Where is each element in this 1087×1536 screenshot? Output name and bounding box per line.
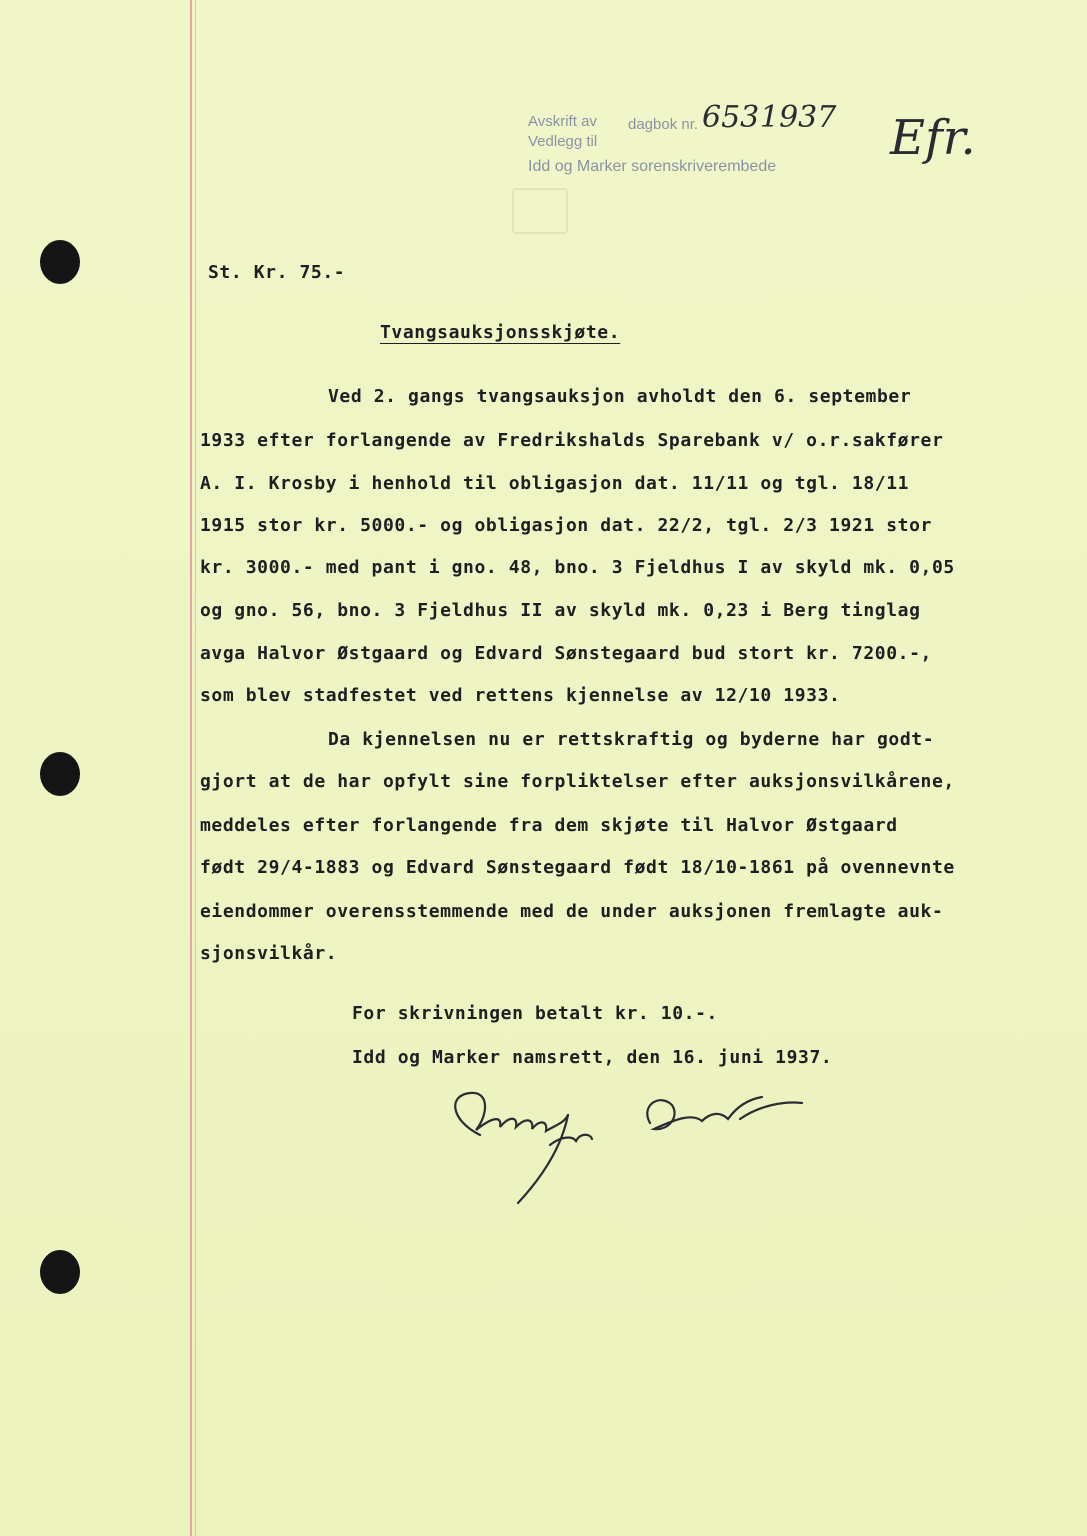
body-line: meddeles efter forlangende fra dem skjøte til Halvor Østgaard [200, 815, 898, 836]
body-line: kr. 3000.- med pant i gno. 48, bno. 3 Fjeldhus I av skyld mk. 0,05 [200, 557, 955, 578]
case-reference: St. Kr. 75.- [208, 262, 346, 283]
punch-hole-top [40, 240, 80, 284]
faint-stamp-mark [512, 188, 568, 234]
punch-hole-middle [40, 752, 80, 796]
stamp-line-avskrift: Avskrift av [528, 113, 597, 130]
body-line: A. I. Krosby i henhold til obligasjon dat. 11/11 og tgl. 18/11 [200, 473, 910, 494]
stamp-line-vedlegg: Vedlegg til [528, 133, 598, 150]
body-line: eiendommer overensstemmende med de under auksjonen fremlagte auk- [200, 901, 944, 922]
body-line: og gno. 56, bno. 3 Fjeldhus II av skyld mk. 0,23 i Berg tinglag [200, 600, 921, 621]
body-line: gjort at de har opfylt sine forpliktelser efter auksjonsvilkårene, [200, 771, 955, 792]
stamp-line-office: Idd og Marker sorenskriverembede [528, 158, 777, 175]
body-line: Ved 2. gangs tvangsauksjon avholdt den 6. september [328, 386, 912, 407]
body-line: 1933 efter forlangende av Fredrikshalds Sparebank v/ o.r.sakfører [200, 430, 944, 451]
body-line: Da kjennelsen nu er rettskraftig og byderne har godt- [328, 729, 935, 750]
body-line: 1915 stor kr. 5000.- og obligasjon dat. 22/2, tgl. 2/3 1921 stor [200, 515, 932, 536]
dagbok-number: 653 [702, 100, 760, 135]
body-line: avga Halvor Østgaard og Edvard Sønstegaard bud stort kr. 7200.-, [200, 643, 932, 664]
handwritten-initials: Efr. [890, 110, 976, 166]
fee-line: For skrivningen betalt kr. 10.-. [352, 1003, 718, 1024]
body-line: som blev stadfestet ved rettens kjennelse av 12/10 1933. [200, 685, 841, 706]
stamp-dagbok-label: dagbok nr. [628, 116, 699, 133]
body-line: sjonsvilkår. [200, 943, 338, 964]
body-line: født 29/4-1883 og Edvard Sønstegaard født 18/10-1861 på ovennevnte [200, 857, 955, 878]
document-title: Tvangsauksjonsskjøte. [380, 322, 621, 343]
signature [440, 1075, 820, 1215]
margin-line [190, 0, 192, 1536]
place-date-line: Idd og Marker namsrett, den 16. juni 1937. [352, 1047, 833, 1068]
dagbok-year: 1937 [760, 100, 837, 135]
margin-line-secondary [195, 0, 196, 1536]
punch-hole-bottom [40, 1250, 80, 1294]
